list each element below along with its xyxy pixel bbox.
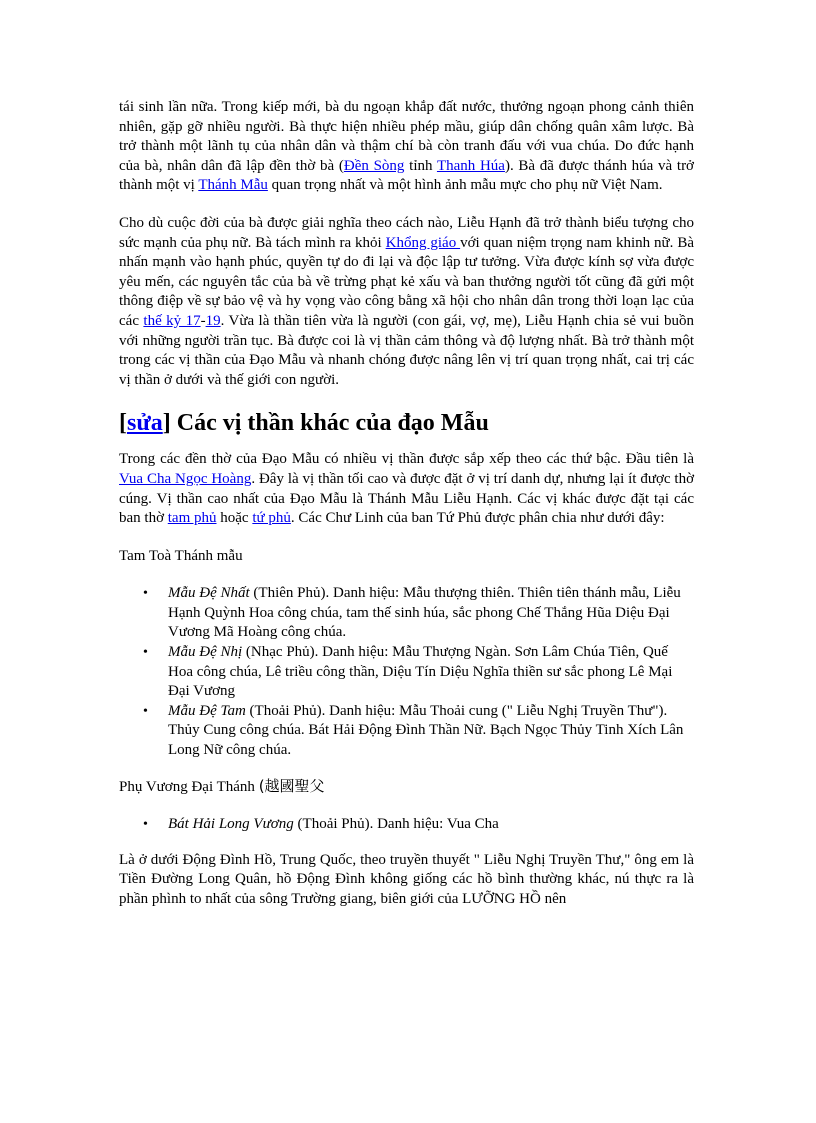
link-19[interactable]: 19 [205,312,221,329]
section-heading: [sửa] Các vị thần khác của đạo Mẫu [119,410,489,437]
link-tam-phu[interactable]: tam phủ [167,510,217,527]
paragraph-tam-toa: Tam Toà Thánh mẫu [119,547,243,564]
link-vua-cha-ngoc-hoang[interactable]: Vua Cha Ngọc Hoàng [119,470,252,487]
link-den-song[interactable]: Đền Sòng [343,157,405,174]
paragraph-lieu-hanh-symbol: Cho dù cuộc đời của bà được giải nghĩa theo cách nào, Liễu Hạnh đã trở thành biểu tượng cho sức mạnh của phụ nữ. Bà tách mình ra khỏi Khổng giáo với quan niệm trọng nam khinh nữ. Bà nhấn mạnh vào hạnh phúc, quyền tự do đi lại và độc lập tư tưởng. Vừa được kính sợ vừa được yêu mến, các nguyên tắc của bà về trừng phạt kẻ xấu và ban thưởng người tốt cũng đã gửi một thông điệp về sự bảo vệ và hy vọng vào công bằng xã hội cho nhân dân trong thời loạn lạc của các thế kỷ 17-19. Vừa là thần tiên vừa là người (con gái, vợ, mẹ), Liễu Hạnh chia sẻ vui buồn với những người trần tục. Bà được coi là vị thần cảm thông và độ lượng nhất. Bà trở thành một trong các vị thần của Đạo Mẫu và nhanh chóng được nâng lên vị trí quan trọng nhất, cai trị các vị thần ở dưới và thế giới con người. [119,214,694,388]
paragraph-other-deities: Trong các đền thờ của Đạo Mẫu có nhiều vị thần được sắp xếp theo các thứ bậc. Đầu tiên là Vua Cha Ngọc Hoàng. Đây là vị thần tối cao và được đặt ở vị trí danh dự, nhưng lại ít được thờ cúng. Vị thần cao nhất của Đạo Mẫu là Thánh Mẫu Liễu Hạnh. Các vị khác được đặt tại các ban thờ tam phủ hoặc tứ phủ. Các Chư Linh của ban Tứ Phủ được phân chia như dưới đây: [119,451,695,527]
link-thanh-mau[interactable]: Thánh Mẫu [198,177,268,194]
section-title: Các vị thần khác của đạo Mẫu [170,410,489,437]
paragraph-phu-vuong: Phụ Vương Đại Thánh (越國聖父 [119,776,325,795]
paragraph-dong-dinh: Là ở dưới Động Đình Hồ, Trung Quốc, theo truyền thuyết " Liễu Nghị Truyền Thư," ông em là Tiền Đường Long Quân, hồ Động Đình không giống các hồ bình thường khác, nú thực ra là phần phình to nhất của sông Trường giang, biên giới của LƯỠNG HỒ nên [119,851,694,907]
document-page [119,98,694,928]
link-khong-giao[interactable]: Khổng giáo [385,234,461,251]
link-thanh-hoa[interactable]: Thanh Húa [436,157,505,174]
edit-section-link[interactable]: sửa [127,410,163,437]
link-tu-phu[interactable]: tứ phủ [252,510,291,527]
list-item: • Mẫu Đệ Tam (Thoải Phủ). Danh hiệu: Mẫu Thoải cung (" Liễu Nghị Truyền Thư"). Thủy Cung công chúa. Bát Hải Động Đình Thần Nữ. Bạch Ngọc Thủy Tinh Xích Lân Long Nữ công chúa. [168,702,694,761]
list-item: • Mẫu Đệ Nhất (Thiên Phủ). Danh hiệu: Mẫu thượng thiên. Thiên tiên thánh mẫu, Liễu Hạnh Quỳnh Hoa công chúa, tam thế sinh húa, sắc phong Chế Thắng Hũa Diệu Đại Vương Mã Hoàng công chúa. [168,584,694,643]
paragraph-lieu-hanh-rebirth: tái sinh lần nữa. Trong kiếp mới, bà du ngoạn khắp đất nước, thưởng ngoạn phong cảnh thiên nhiên, gặp gỡ nhiều người. Bà thực hiện nhiều phép mầu, giúp dân chống quân xâm lược. Bà trở thành một lãnh tụ của nhân dân và thậm chí bà còn tranh đấu với vua chúa. Do đức hạnh của bà, nhân dân đã lập đền thờ bà (Đền Sòng tỉnh Thanh Húa). Bà đã được thánh húa và trở thành một vị Thánh Mẫu quan trọng nhất và một hình ảnh mẫu mực cho phụ nữ Việt Nam. [119,99,694,194]
list-phu-vuong [119,815,694,835]
list-item: • Mẫu Đệ Nhị (Nhạc Phủ). Danh hiệu: Mẫu Thượng Ngàn. Sơn Lâm Chúa Tiên, Quế Hoa công chúa, Lê triều công thần, Diệu Tín Diệu Nghĩa thiền sư sắc phong Lê Mại Đại Vương [168,643,694,702]
list-tam-toa-thanh-mau [119,584,694,760]
link-the-ky-17[interactable]: thế kỷ 17 [143,312,201,329]
list-item: • Bát Hải Long Vương (Thoải Phủ). Danh hiệu: Vua Cha [168,815,694,835]
